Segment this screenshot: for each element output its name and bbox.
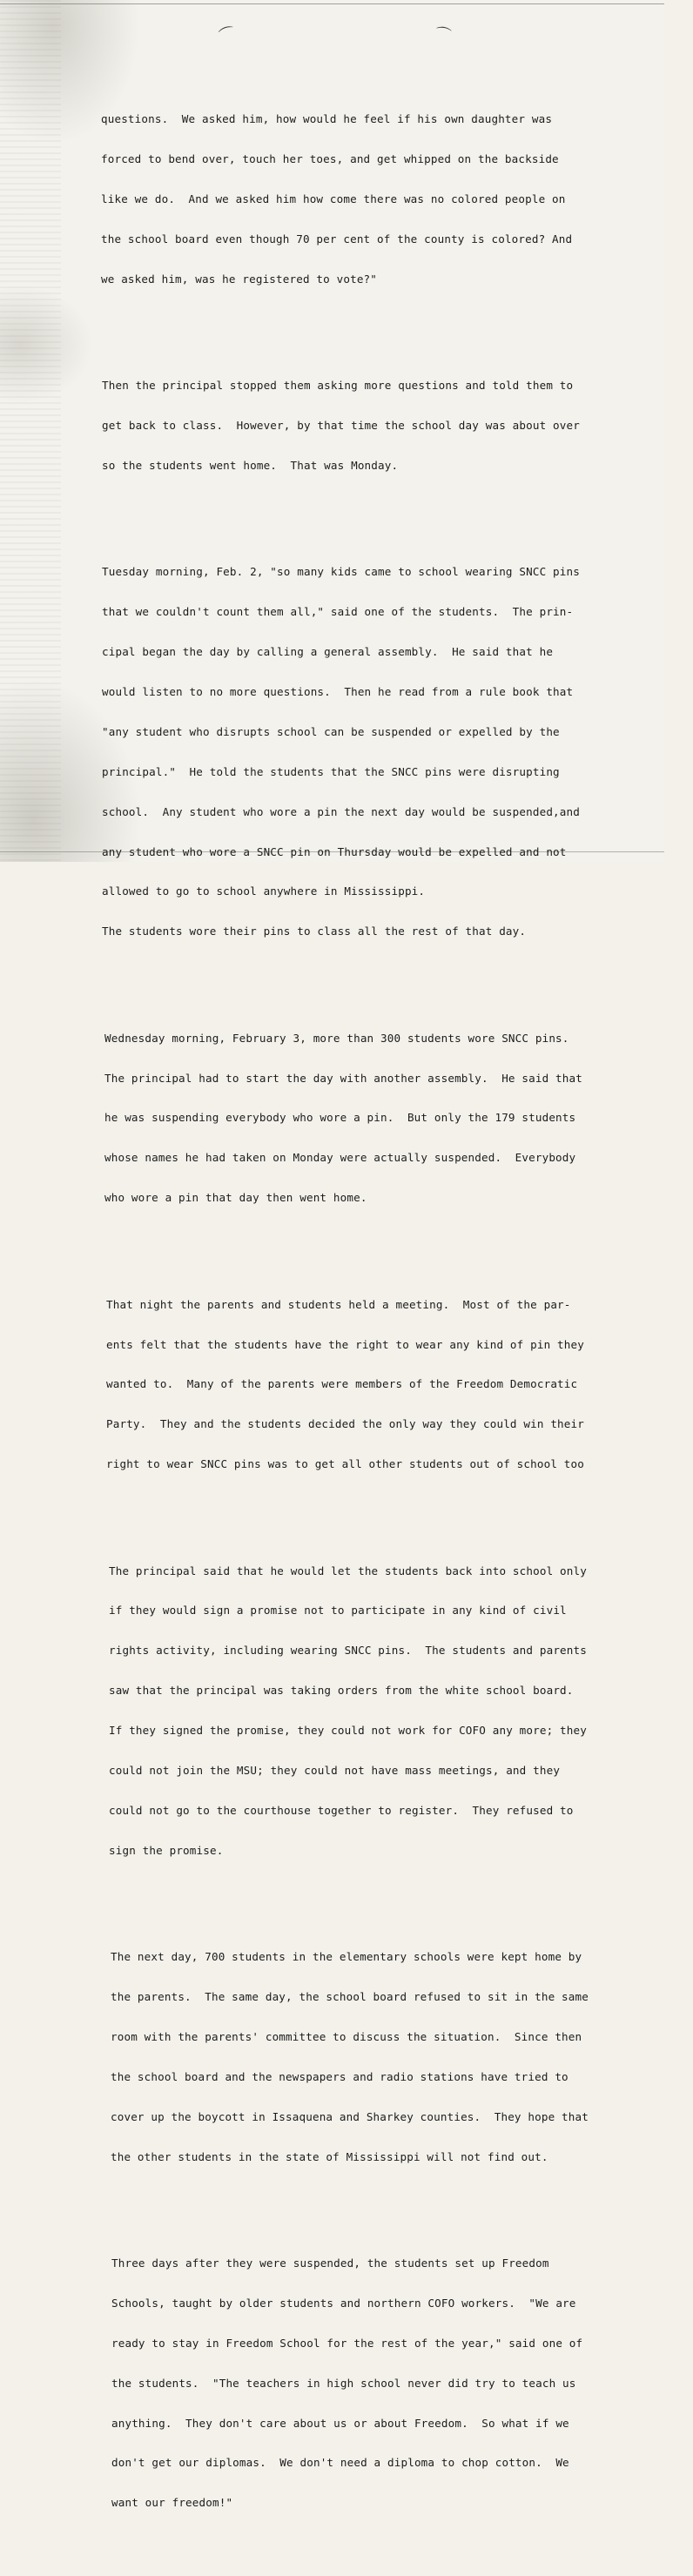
text-line: Then the principal stopped them asking more questions and told them to	[102, 379, 574, 393]
text-line: cover up the boycott in Issaquena and Sharkey counties. They hope that	[111, 2109, 589, 2123]
paragraph-6	[109, 1537, 693, 1884]
text-line: rights activity, including wearing SNCC pins. The students and parents	[109, 1644, 587, 1658]
text-line: the parents. The same day, the school board refused to sit in the same	[111, 1990, 589, 2004]
text-line: want our freedom!"	[111, 2496, 233, 2510]
text-line: Three days after they were suspended, the students set up Freedom	[111, 2256, 549, 2270]
text-line: anything. They don't care about us or about Freedom. So what if we	[111, 2416, 569, 2430]
text-line: room with the parents' committee to discuss the situation. Since then	[111, 2029, 582, 2043]
text-line: allowed to go to school anywhere in Mississippi.	[102, 884, 426, 898]
paragraph-4	[104, 1005, 693, 1231]
text-line: like we do. And we asked him how come there was no colored people on	[101, 192, 566, 205]
text-line: questions. We asked him, how would he feel if his own daughter was	[101, 112, 553, 126]
text-line: ents felt that the students have the right to wear any kind of pin they	[106, 1337, 584, 1351]
text-line: any student who wore a SNCC pin on Thursday would be expelled and not	[102, 844, 567, 858]
text-line: Schools, taught by older students and northern COFO workers. "We are	[111, 2296, 576, 2310]
paragraph-8	[111, 2230, 693, 2536]
text-line: school. Any student who wore a pin the next day would be suspended,and	[102, 804, 580, 818]
text-line: whose names he had taken on Monday were actually suspended. Everybody	[104, 1151, 576, 1165]
paragraph-1	[101, 86, 693, 313]
text-line: the other students in the state of Mississippi will not find out.	[111, 2149, 548, 2163]
pen-mark-right: ⌒	[434, 24, 453, 46]
text-line: ready to stay in Freedom School for the rest of the year," said one of	[111, 2336, 583, 2350]
paragraph-5	[106, 1271, 693, 1497]
text-line: Party. They and the students decided the only way they could win their	[106, 1417, 584, 1431]
text-line: who wore a pin that day then went home.	[104, 1191, 367, 1205]
text-line: he was suspending everybody who wore a pin. But only the 179 students	[104, 1111, 576, 1125]
paragraph-2	[102, 353, 693, 499]
text-line: get back to class. However, by that time the school day was about over	[102, 419, 580, 433]
pen-mark-left: ⌒	[217, 24, 239, 47]
document-body	[101, 59, 693, 2576]
text-line: would listen to no more questions. Then he read from a rule book that	[102, 684, 574, 698]
text-line: wanted to. Many of the parents were members of the Freedom Democratic	[106, 1377, 578, 1391]
text-line: sign the promise.	[109, 1843, 224, 1857]
text-line: could not join the MSU; they could not have mass meetings, and they	[109, 1764, 561, 1777]
text-line: forced to bend over, touch her toes, and get whipped on the backside	[101, 152, 559, 166]
scan-edge-shadow	[0, 0, 61, 862]
text-line: cipal began the day by calling a general assembly. He said that he	[102, 645, 554, 659]
text-line: that we couldn't count them all," said one of the students. The prin-	[102, 605, 574, 619]
text-line: the students. "The teachers in high school never did try to teach us	[111, 2376, 576, 2390]
text-line: The students wore their pins to class all the rest of that day.	[102, 925, 527, 938]
text-line: "any student who disrupts school can be suspended or expelled by the	[102, 724, 560, 738]
top-border-line	[0, 3, 664, 4]
text-line: could not go to the courthouse together to register. They refused to	[109, 1803, 574, 1817]
text-line: Tuesday morning, Feb. 2, "so many kids came to school wearing SNCC pins	[102, 565, 580, 579]
text-line: Wednesday morning, February 3, more than 300 students wore SNCC pins.	[104, 1031, 569, 1045]
text-line: if they would sign a promise not to participate in any kind of civil	[109, 1604, 567, 1618]
text-line: don't get our diplomas. We don't need a diploma to chop cotton. We	[111, 2456, 569, 2470]
text-line: we asked him, was he registered to vote?"	[101, 272, 378, 286]
text-line: right to wear SNCC pins was to get all other students out of school too	[106, 1457, 584, 1471]
text-line: The next day, 700 students in the elementary schools were kept home by	[111, 1950, 582, 1964]
text-line: If they signed the promise, they could not work for COFO any more; they	[109, 1724, 587, 1738]
text-line: That night the parents and students held a meeting. Most of the par-	[106, 1297, 571, 1311]
text-line: principal." He told the students that the SNCC pins were disrupting	[102, 764, 560, 778]
paragraph-3	[102, 539, 693, 965]
text-line: saw that the principal was taking orders from the white school board.	[109, 1684, 574, 1698]
paragraph-7	[111, 1924, 693, 2190]
text-line: the school board and the newspapers and radio stations have tried to	[111, 2069, 569, 2083]
text-line: so the students went home. That was Monday.	[102, 458, 399, 472]
text-line: The principal said that he would let the students back into school only	[109, 1564, 587, 1577]
text-line: the school board even though 70 per cent of the county is colored? And	[101, 232, 573, 245]
text-line: The principal had to start the day with another assembly. He said that	[104, 1071, 582, 1085]
